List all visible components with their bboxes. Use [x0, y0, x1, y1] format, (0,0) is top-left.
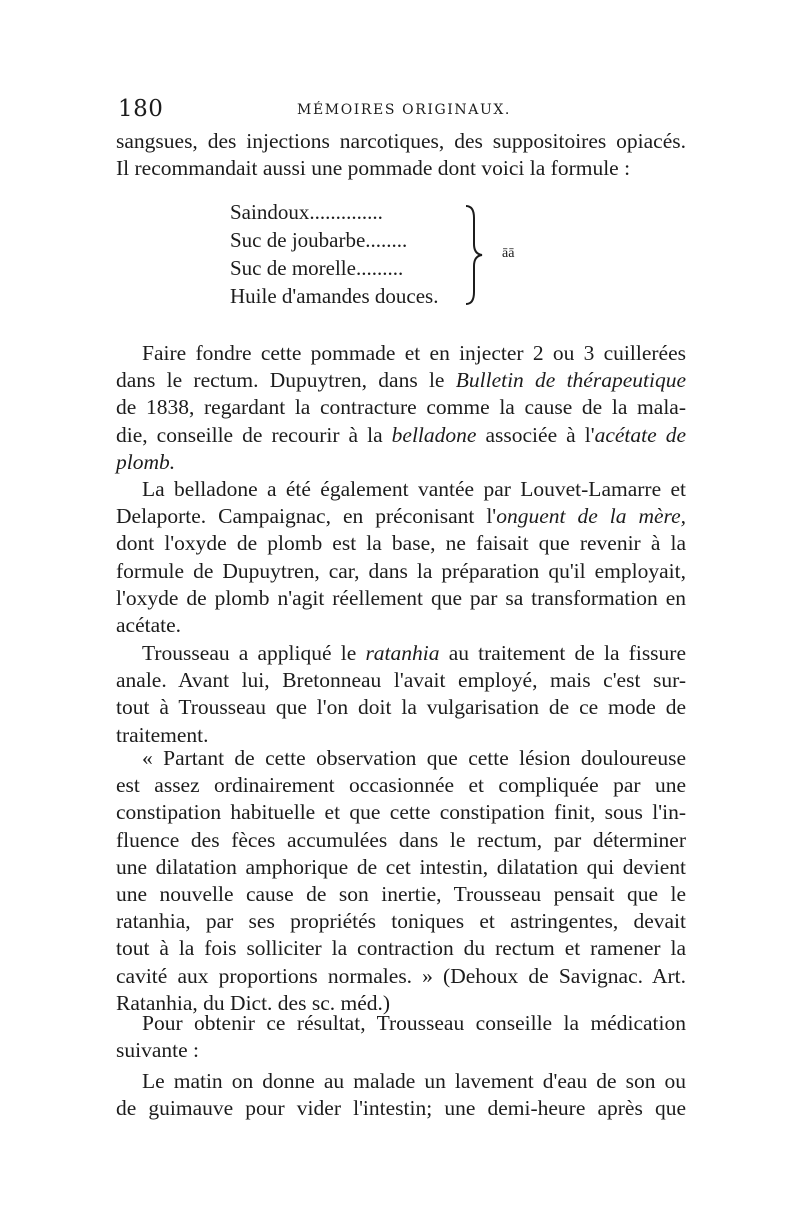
italic-title-bulletin: Bulletin de thérapeutique [455, 368, 687, 393]
text-line: Faire fondre cette pommade et en injecter 2 ou 3 cuillerées [142, 341, 686, 365]
text-line: constipation habituelle et que cette constipation finit, sous l'in- [116, 800, 686, 825]
text-span: au traitement de la fissure [439, 641, 687, 665]
text-line: fluence des fèces accumulées dans le rectum, par déterminer [116, 827, 686, 852]
paragraph-belladone [116, 476, 686, 639]
text-line: « Partant de cette observation que cette lésion douloureuse [142, 746, 686, 770]
text-line: acétate. [116, 613, 182, 638]
text-line: Ratanhia, du Dict. des sc. méd.) [116, 990, 391, 1015]
italic-plomb: plomb. [116, 449, 176, 474]
text-span: die, conseille de recourir à la [116, 422, 392, 447]
text-line: cavité aux proportions normales. » (Dehoux de Savignac. Art. [116, 963, 686, 988]
text-span: Delaporte. Campaignac, en préconisant l' [116, 504, 497, 529]
text-line: est assez ordinairement occasionnée et compliquée par une [116, 773, 686, 798]
text-line: dont l'oxyde de plomb est la base, ne faisait que revenir à la [116, 531, 686, 556]
text-span: dans le rectum. Dupuytren, dans le [116, 368, 456, 393]
text-line: Il recommandait aussi une pommade dont voici la formule : [116, 156, 631, 181]
italic-belladone: belladone [391, 422, 477, 447]
paragraph-dupuytren [116, 340, 686, 476]
text-line: Pour obtenir ce résultat, Trousseau conseille la médication [142, 1011, 686, 1035]
text-line: traitement. [116, 722, 209, 747]
formula-block [230, 200, 540, 312]
text-line: de guimauve pour vider l'intestin; une demi-heure après que [116, 1096, 686, 1121]
paragraph-lavement [116, 1068, 686, 1122]
italic-acetate: acétate de [594, 422, 686, 447]
text-line: l'oxyde de plomb n'agit réellement que par sa transformation en [116, 585, 686, 610]
text-line: La belladone a été également vantée par Louvet-Lamarre et [142, 477, 686, 501]
text-line: anale. Avant lui, Bretonneau l'avait employé, mais c'est sur- [116, 668, 686, 693]
text-line: ratanhia, par ses propriétés toniques et astringentes, devait [116, 909, 686, 934]
paragraph-ratanhia [116, 640, 686, 749]
text-line: de 1838, regardant la contracture comme la cause de la mala- [116, 395, 686, 420]
text-line: Le matin on donne au malade un lavement d'eau de son ou [142, 1069, 686, 1093]
paragraph-medication [116, 1010, 686, 1064]
text-line: une nouvelle cause de son inertie, Trousseau pensait que le [116, 882, 686, 907]
running-title: MÉMOIRES ORIGINAUX. [297, 102, 511, 118]
text-line: tout à Trousseau que l'on doit la vulgarisation de ce mode de [116, 695, 686, 720]
text-line: tout à la fois solliciter la contraction du rectum et ramener la [116, 936, 686, 961]
formula-item-morelle: Suc de morelle......... [230, 256, 404, 280]
intro-text [116, 128, 686, 182]
text-line [116, 503, 686, 530]
formula-item-saindoux: Saindoux.............. [230, 200, 383, 224]
text-line [116, 367, 686, 394]
text-line [116, 640, 686, 667]
text-line: formule de Dupuytren, car, dans la préparation qu'il employait, [116, 558, 686, 583]
formula-item-huile: Huile d'amandes douces. [230, 284, 439, 308]
page-header [118, 96, 690, 126]
paragraph-quote [116, 745, 686, 1017]
italic-onguent: onguent de la mère, [496, 504, 686, 529]
formula-quantity: āā [502, 246, 515, 261]
italic-ratanhia: ratanhia [365, 641, 440, 665]
text-line [116, 449, 686, 476]
text-line: sangsues, des injections narcotiques, des suppositoires opiacés. [116, 129, 686, 153]
page-number: 180 [118, 96, 164, 122]
text-line: suivante : [116, 1038, 199, 1063]
text-line [116, 422, 686, 449]
text-span: associée à l' [476, 422, 595, 447]
text-span: Trousseau a appliqué le [142, 641, 366, 665]
right-brace-icon [464, 204, 488, 306]
text-line: une dilatation amphorique de cet intestin, dilatation qui devient [116, 854, 686, 879]
formula-item-joubarbe: Suc de joubarbe........ [230, 228, 408, 252]
